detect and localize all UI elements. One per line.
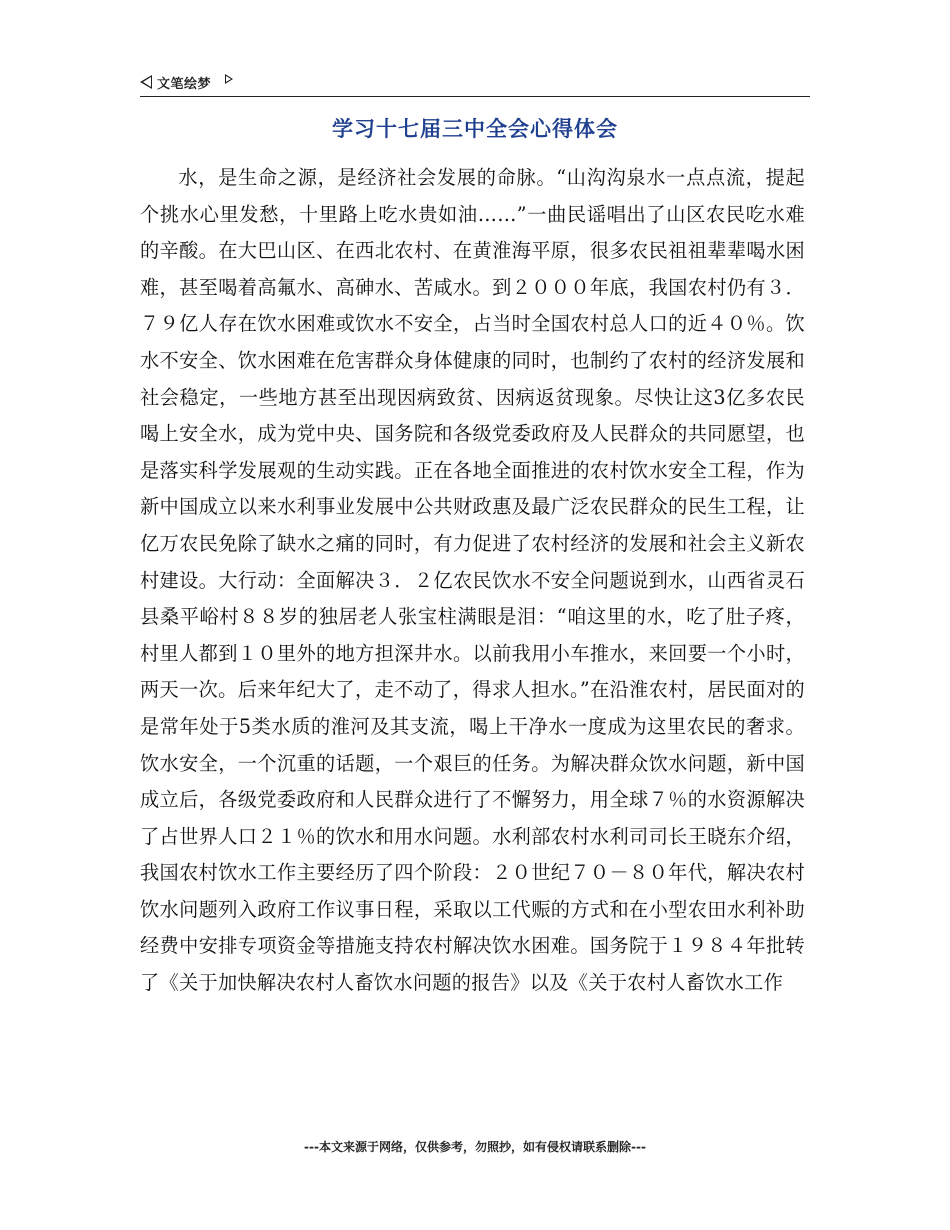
triangle-right-icon [225,74,233,84]
body-paragraph: 水，是生命之源，是经济社会发展的命脉。“山沟沟泉水一点点流，提起个挑水心里发愁，十里路上吃水贵如油……”一曲民谣唱出了山区农民吃水难的辛酸。在大巴山区、在西北农村、在黄淮海平原，很多农民祖祖辈辈喝水困难，甚至喝着高氟水、高砷水、苦咸水。到２０００年底，我国农村仍有３．７９亿人存在饮水困难或饮水不安全，占当时全国农村总人口的近４０％。饮水不安全、饮水困难在危害群众身体健康的同时，也制约了农村的经济发展和社会稳定，一些地方甚至出现因病致贫、因病返贫现象。尽快让这3亿多农民喝上安全水，成为党中央、国务院和各级党委政府及人民群众的共同愿望，也是落实科学发展观的生动实践。正在各地全面推进的农村饮水安全工程，作为新中国成立以来水利事业发展中公共财政惠及最广泛农民群众的民生工程，让亿万农民免除了缺水之痛的同时，有力促进了农村经济的发展和社会主义新农村建设。大行动：全面解决３．２亿农民饮水不安全问题说到水，山西省灵石县桑平峪村８８岁的独居老人张宝柱满眼是泪：“咱这里的水，吃了肚子疼，村里人都到１０里外的地方担深井水。以前我用小车推水，来回要一个小时，两天一次。后来年纪大了，走不动了，得求人担水。”在沿淮农村，居民面对的是常年处于5类水质的淮河及其支流，喝上干净水一度成为这里农民的奢求。饮水安全，一个沉重的话题，一个艰巨的任务。为解决群众饮水问题，新中国成立后，各级党委政府和人民群众进行了不懈努力，用全球７％的水资源解决了占世界人口２１％的饮水和用水问题。水利部农村水利司司长王晓东介绍，我国农村饮水工作主要经历了四个阶段：２０世纪７０－８０年代，解决农村饮水问题列入政府工作议事日程，采取以工代赈的方式和在小型农田水利补助经费中安排专项资金等措施支持农村解决饮水困难。国务院于１９８４年批转了《关于加快解决农村人畜饮水问题的报告》以及《关于农村人畜饮水工作 [140,166,805,995]
document-title: 学习十七届三中全会心得体会 [332,117,618,141]
triangle-left-icon [140,75,152,89]
page-footer: ---本文来源于网络，仅供参考，勿照抄，如有侵权请联系删除--- [304,1140,646,1154]
header-brand-group [140,72,233,92]
header-brand: 文笔绘梦 [157,76,212,92]
page-header [140,72,810,97]
